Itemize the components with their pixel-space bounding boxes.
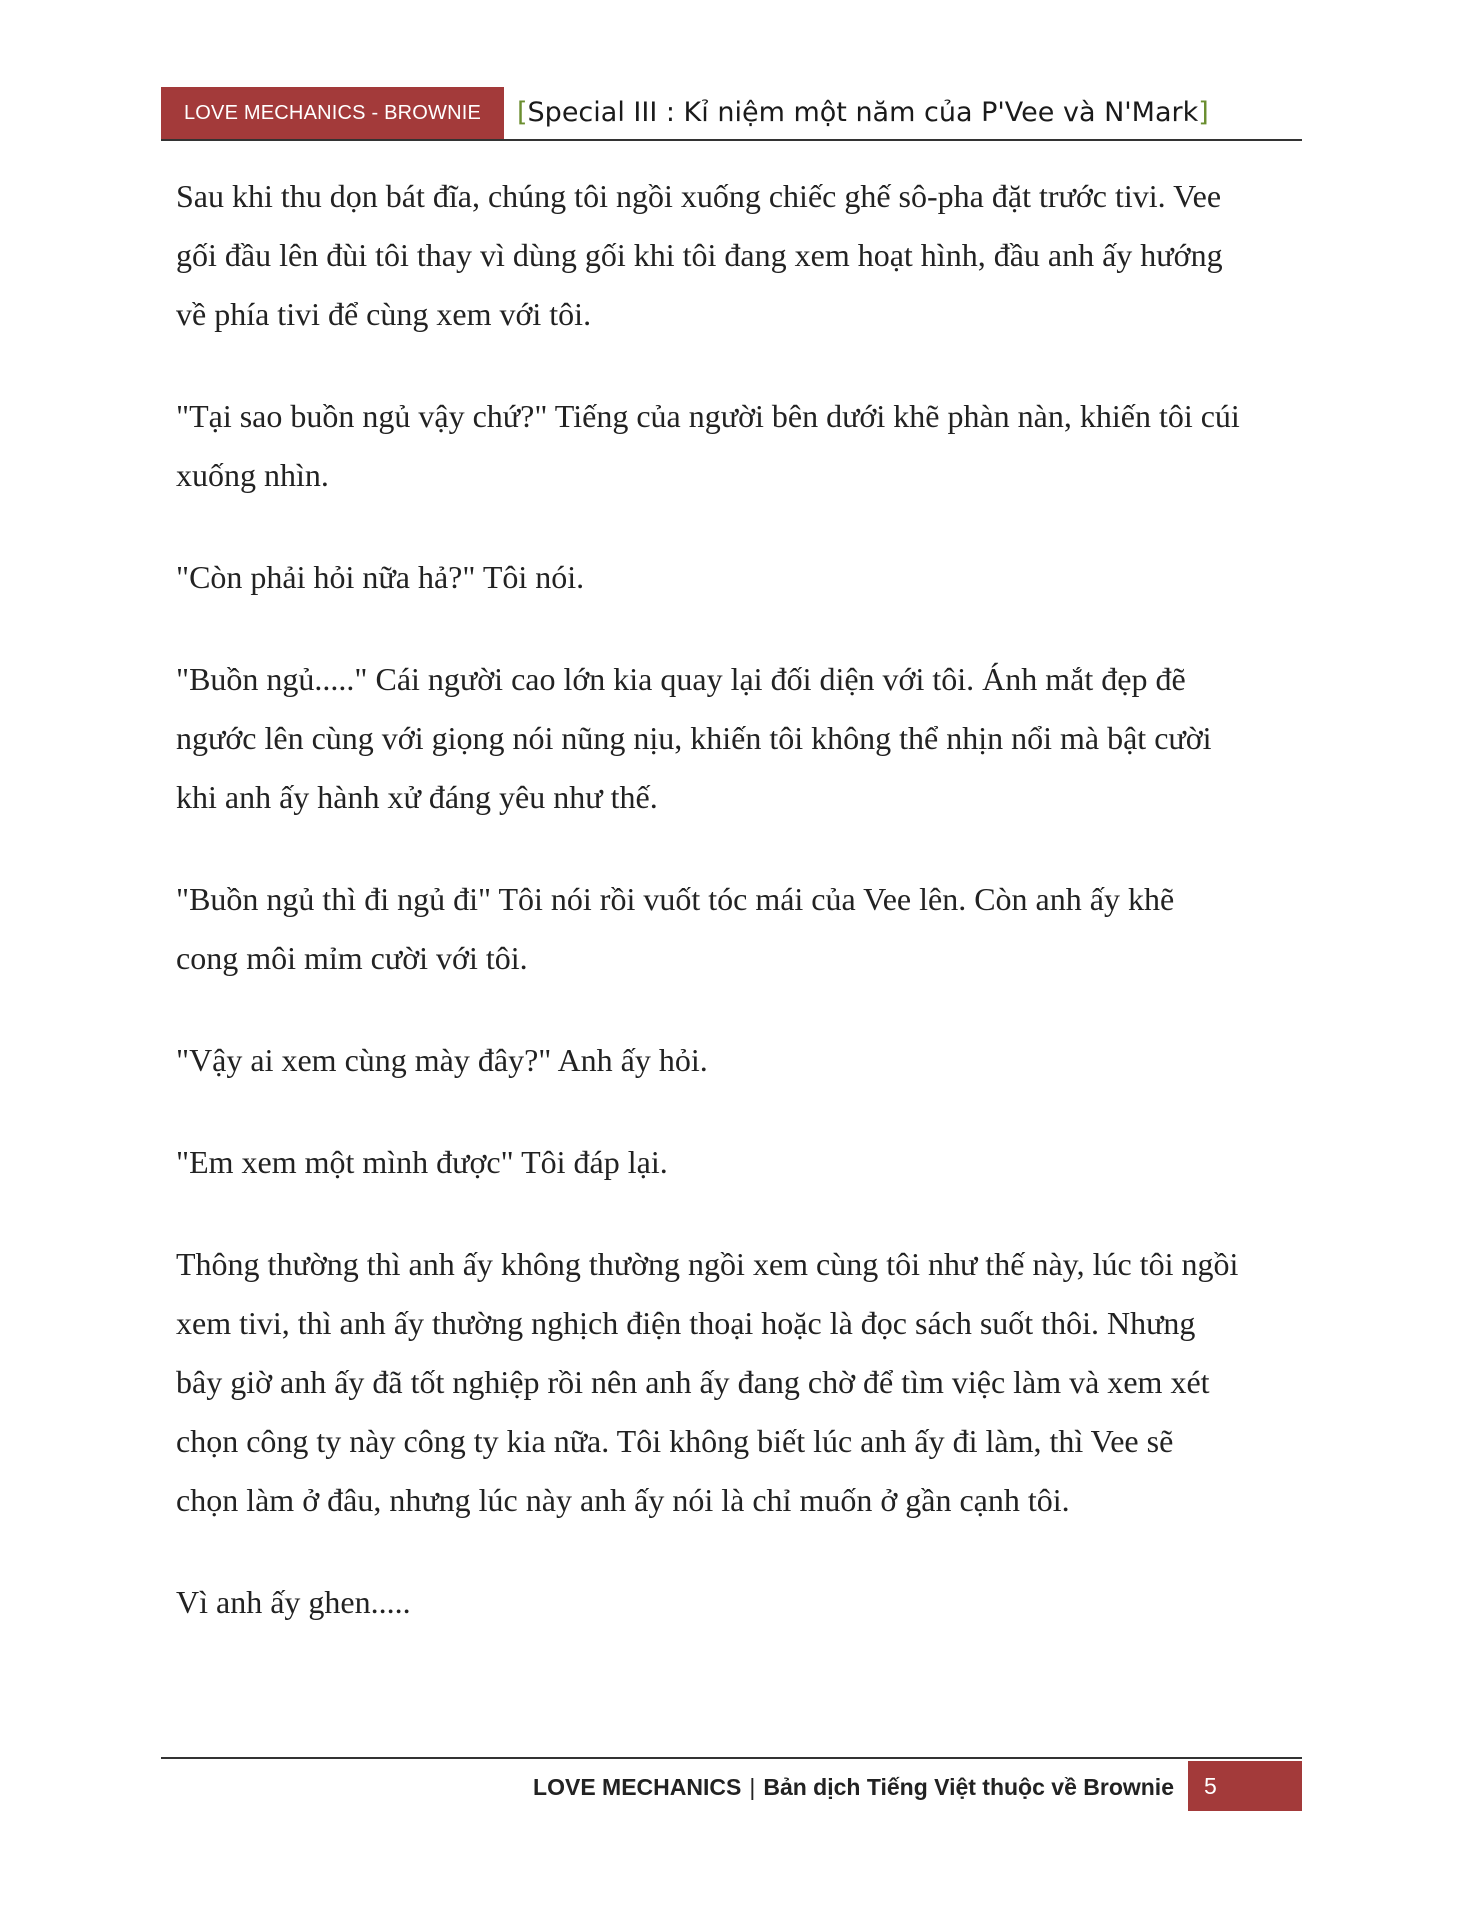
paragraph <box>176 1573 1326 1632</box>
header-badge: LOVE MECHANICS - BROWNIE <box>161 87 504 139</box>
paragraph-line: "Vậy ai xem cùng mày đây?" Anh ấy hỏi. <box>176 1042 708 1078</box>
paragraph-line: "Còn phải hỏi nữa hả?" Tôi nói. <box>176 559 585 595</box>
document-body <box>176 167 1326 1675</box>
paragraph-line: ngước lên cùng với giọng nói nũng nịu, khiến tôi không thể nhịn nổi mà bật cười <box>176 720 1212 756</box>
paragraph <box>176 548 1326 607</box>
paragraph <box>176 387 1326 505</box>
paragraph-line: bây giờ anh ấy đã tốt nghiệp rồi nên anh ấy đang chờ để tìm việc làm và xem xét <box>176 1364 1210 1400</box>
paragraph-line: "Buồn ngủ thì đi ngủ đi" Tôi nói rồi vuốt tóc mái của Vee lên. Còn anh ấy khẽ <box>176 881 1175 917</box>
paragraph-line: "Buồn ngủ....." Cái người cao lớn kia quay lại đối diện với tôi. Ánh mắt đẹp đẽ <box>176 661 1186 697</box>
paragraph-line: khi anh ấy hành xử đáng yêu như thế. <box>176 779 658 815</box>
title-bracket-close: ] <box>1198 97 1209 128</box>
page-header <box>161 87 1302 141</box>
paragraph-line: Sau khi thu dọn bát đĩa, chúng tôi ngồi xuống chiếc ghế sô-pha đặt trước tivi. Vee <box>176 178 1222 214</box>
paragraph <box>176 1031 1326 1090</box>
paragraph-line: xuống nhìn. <box>176 457 329 493</box>
footer-credit: Bản dịch Tiếng Việt thuộc về Brownie <box>763 1774 1174 1800</box>
paragraph-line: về phía tivi để cùng xem với tôi. <box>176 296 592 332</box>
paragraph <box>176 1133 1326 1192</box>
paragraph-line: Thông thường thì anh ấy không thường ngồi xem cùng tôi như thế này, lúc tôi ngồi <box>176 1246 1239 1282</box>
footer-separator: | <box>749 1774 756 1800</box>
paragraph <box>176 870 1326 988</box>
footer-book-title: LOVE MECHANICS <box>533 1774 742 1800</box>
paragraph <box>176 167 1326 344</box>
paragraph-line: "Tại sao buồn ngủ vậy chứ?" Tiếng của người bên dưới khẽ phàn nàn, khiến tôi cúi <box>176 398 1240 434</box>
paragraph <box>176 1235 1326 1530</box>
paragraph-line: cong môi mỉm cười với tôi. <box>176 940 528 976</box>
paragraph-line: chọn công ty này công ty kia nữa. Tôi không biết lúc anh ấy đi làm, thì Vee sẽ <box>176 1423 1174 1459</box>
page-number: 5 <box>1188 1761 1302 1811</box>
title-bracket-open: [ <box>517 97 528 128</box>
paragraph-line: "Em xem một mình được" Tôi đáp lại. <box>176 1144 668 1180</box>
chapter-title <box>517 87 1209 139</box>
page-footer <box>533 1763 1174 1811</box>
paragraph-line: xem tivi, thì anh ấy thường nghịch điện thoại hoặc là đọc sách suốt thôi. Nhưng <box>176 1305 1196 1341</box>
paragraph <box>176 650 1326 827</box>
chapter-title-text: Special III : Kỉ niệm một năm của P'Vee và N'Mark <box>527 97 1199 128</box>
paragraph-line: Vì anh ấy ghen..... <box>176 1584 411 1620</box>
paragraph-line: gối đầu lên đùi tôi thay vì dùng gối khi tôi đang xem hoạt hình, đầu anh ấy hướng <box>176 237 1223 273</box>
paragraph-line: chọn làm ở đâu, nhưng lúc này anh ấy nói là chỉ muốn ở gần cạnh tôi. <box>176 1482 1070 1518</box>
footer-rule <box>161 1757 1302 1759</box>
